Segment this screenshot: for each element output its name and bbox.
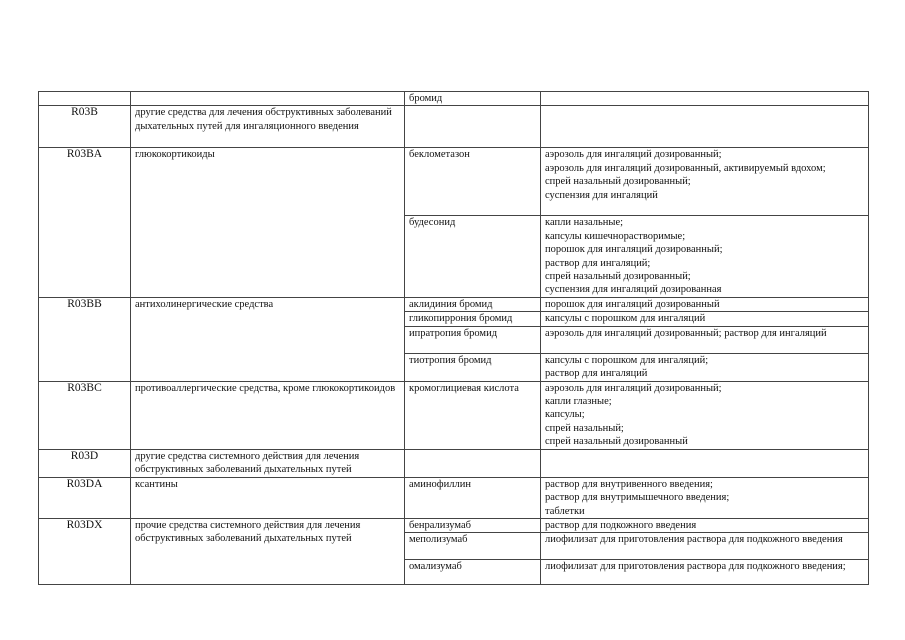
table-row xyxy=(39,106,869,148)
dosage-form-line: порошок для ингаляций дозированный; xyxy=(545,244,723,256)
atc-code-cell: R03BA xyxy=(39,148,131,297)
dosage-form-line: суспензия для ингаляций дозированная xyxy=(545,284,722,296)
atc-code-cell: R03DX xyxy=(39,518,131,584)
group-name-cell: противоаллергические средства, кроме глюкокортикоидов xyxy=(131,381,405,449)
drug-name-cell: тиотропия бромид xyxy=(405,353,541,381)
dosage-form-cell xyxy=(541,353,869,381)
dosage-form-line: аэрозоль для ингаляций дозированный; xyxy=(545,149,722,161)
dosage-form-line: капли глазные; xyxy=(545,396,612,408)
group-name-cell: глюкокортикоиды xyxy=(131,148,405,297)
table-row xyxy=(39,148,869,216)
dosage-form-cell xyxy=(541,477,869,518)
dosage-form-line: раствор для подкожного введения xyxy=(545,519,697,531)
dosage-form-line: капсулы с порошком для ингаляций; xyxy=(545,354,709,366)
dosage-form-line: суспензия для ингаляций xyxy=(545,189,658,201)
dosage-form-line: раствор для ингаляций; xyxy=(545,257,651,269)
dosage-form-line: таблетки xyxy=(545,505,585,517)
drug-table xyxy=(38,91,869,585)
table-row xyxy=(39,477,869,518)
dosage-form-cell xyxy=(541,216,869,297)
dosage-form-cell xyxy=(541,312,869,326)
dosage-form-cell xyxy=(541,148,869,216)
table-row xyxy=(39,297,869,311)
group-name-cell: антихолинергические средства xyxy=(131,297,405,381)
dosage-form-line: капли назальные; xyxy=(545,217,624,229)
dosage-form-cell xyxy=(541,326,869,353)
dosage-form-cell xyxy=(541,92,869,106)
dosage-form-line: капсулы с порошком для ингаляций xyxy=(545,313,706,325)
atc-code-cell: R03B xyxy=(39,106,131,148)
dosage-form-line: капсулы; xyxy=(545,409,585,421)
drug-name-cell: будесонид xyxy=(405,216,541,297)
drug-name-cell: кромоглициевая кислота xyxy=(405,381,541,449)
dosage-form-cell xyxy=(541,381,869,449)
dosage-form-cell xyxy=(541,449,869,477)
dosage-form-line: спрей назальный дозированный; xyxy=(545,176,691,188)
dosage-form-line: аэрозоль для ингаляций дозированный; раствор для ингаляций xyxy=(545,327,827,339)
dosage-form-cell xyxy=(541,106,869,148)
atc-code-cell: R03BB xyxy=(39,297,131,381)
dosage-form-line: раствор для внутривенного введения; xyxy=(545,478,713,490)
dosage-form-line: капсулы кишечнорастворимые; xyxy=(545,230,686,242)
dosage-form-cell xyxy=(541,518,869,532)
drug-name-cell: аминофиллин xyxy=(405,477,541,518)
table-row xyxy=(39,449,869,477)
dosage-form-line: порошок для ингаляций дозированный xyxy=(545,298,720,310)
table-row xyxy=(39,518,869,532)
group-name-cell: ксантины xyxy=(131,477,405,518)
group-name-cell: прочие средства системного действия для лечения обструктивных заболеваний дыхательных путей xyxy=(131,518,405,584)
group-name-cell: другие средства для лечения обструктивных заболеваний дыхательных путей для ингаляционного введения xyxy=(131,106,405,148)
group-name-cell xyxy=(131,92,405,106)
drug-name-cell xyxy=(405,449,541,477)
dosage-form-line: спрей назальный дозированный; xyxy=(545,271,691,283)
atc-code-cell: R03BC xyxy=(39,381,131,449)
dosage-form-line: спрей назальный дозированный xyxy=(545,436,688,448)
drug-name-cell: меполизумаб xyxy=(405,533,541,560)
drug-name-cell: гликопиррония бромид xyxy=(405,312,541,326)
dosage-form-line: лиофилизат для приготовления раствора для подкожного введения; xyxy=(545,561,846,573)
group-name-cell: другие средства системного действия для лечения обструктивных заболеваний дыхательных путей xyxy=(131,449,405,477)
dosage-form-line: спрей назальный; xyxy=(545,422,624,434)
drug-name-cell: бромид xyxy=(405,92,541,106)
dosage-form-cell xyxy=(541,560,869,585)
drug-name-cell: ипратропия бромид xyxy=(405,326,541,353)
drug-name-cell: беклометазон xyxy=(405,148,541,216)
dosage-form-cell xyxy=(541,297,869,311)
drug-name-cell: омализумаб xyxy=(405,560,541,585)
table-row xyxy=(39,92,869,106)
dosage-form-line: аэрозоль для ингаляций дозированный; xyxy=(545,382,722,394)
atc-code-cell xyxy=(39,92,131,106)
drug-name-cell xyxy=(405,106,541,148)
table-row xyxy=(39,381,869,449)
dosage-form-cell xyxy=(541,533,869,560)
drug-name-cell: аклидиния бромид xyxy=(405,297,541,311)
drug-name-cell: бенрализумаб xyxy=(405,518,541,532)
dosage-form-line: раствор для ингаляций xyxy=(545,368,648,380)
atc-code-cell: R03DA xyxy=(39,477,131,518)
dosage-form-line: аэрозоль для ингаляций дозированный, активируемый вдохом; xyxy=(545,162,826,174)
dosage-form-line: раствор для внутримышечного введения; xyxy=(545,492,730,504)
dosage-form-line: лиофилизат для приготовления раствора для подкожного введения xyxy=(545,534,843,546)
drug-table-body xyxy=(39,92,869,585)
atc-code-cell: R03D xyxy=(39,449,131,477)
